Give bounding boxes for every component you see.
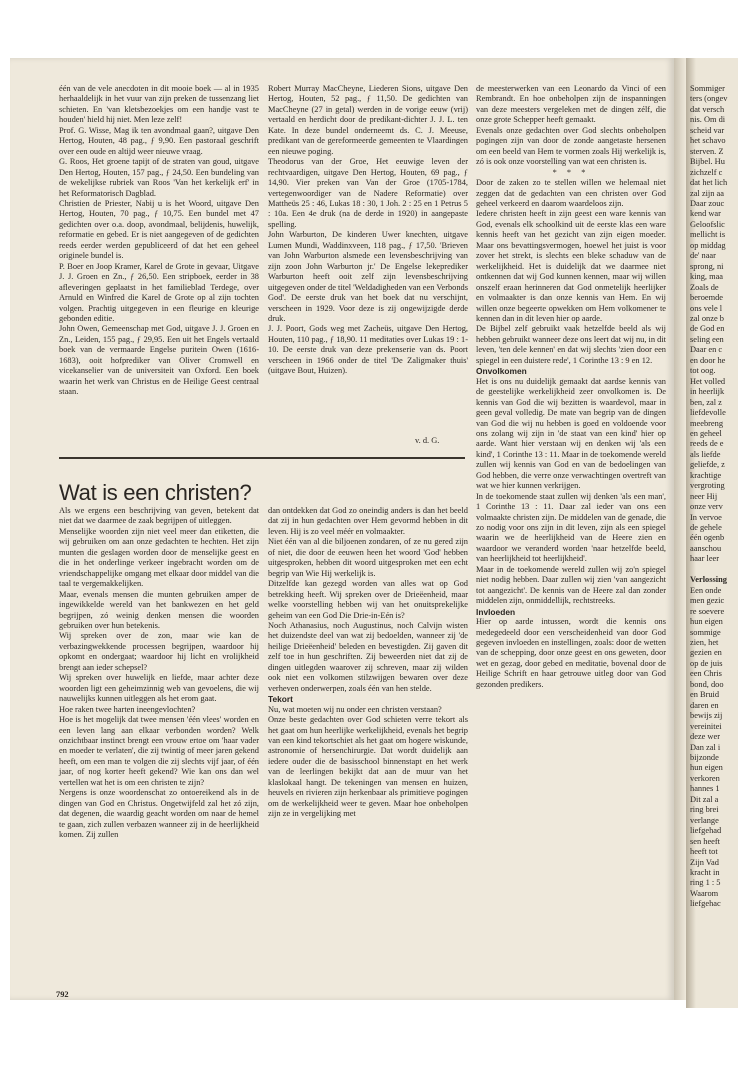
next-page-line: heeft tot xyxy=(690,847,718,857)
next-page-line: reeds de e xyxy=(690,439,724,449)
next-page-line: dat het lich xyxy=(690,178,728,188)
next-page-line: Geloofslic xyxy=(690,219,725,229)
magazine-page xyxy=(10,58,674,1000)
section-break-stars: * * * xyxy=(552,167,590,177)
review-paragraph: Robert Murray MacCheyne, Liederen Sions, uitgave Den Hertog, Houten, 52 pag., ƒ 11,50. De gedichten van MacCheyne (27 in getal) werden in de vorige eeuw (vrij) vertaald en herdicht door de predikant-dichter J. J. L. ten Kate. In deze bundel onderneemt ds. C. J. Meeuse, predikant van de gereformeerde gemeenten te Vlaardingen een nieuwe poging. xyxy=(268,84,468,156)
next-page-line: Waarom xyxy=(690,888,719,898)
next-page-line: bijzonde xyxy=(690,753,719,762)
article-paragraph: Hoe is het mogelijk dat twee mensen 'één vlees' worden en een leven lang aan elkaar verbonden worden? Welk onzichtbaar instinct brengt een vrouw ertoe om 'haar vader en moeder te verlaten', die zij twintig of meer jaren gekend heeft, om een man te volgen die zij slechts vijf jaar, of één jaar, of nog korter heeft gekend? Wie kan ons dan wel vertellen wat het is om een christen te zijn? xyxy=(59,715,259,787)
article-paragraph: de meesterwerken van een Leonardo da Vinci of een Rembrandt. En hoe onbeholpen zijn de inspanningen van deze meesters vergeleken met de dingen zélf, die onze grote Schepper heeft gemaakt. xyxy=(476,84,666,125)
next-page-line: op de juis xyxy=(690,658,723,668)
article-paragraph: Maar, evenals mensen die munten gebruiken amper de ingewikkelde wereld van het bankwezen en het geld begrijpen, zó weinig denken mensen die woorden gebruiken over hun betekenis. xyxy=(59,589,259,630)
next-page-line: liefdevolle xyxy=(690,408,726,418)
next-page-line: bewijs zij xyxy=(690,711,723,721)
next-page-line: king, maa xyxy=(690,272,724,282)
article-paragraph: Menselijke woorden zijn niet veel meer dan etiketten, die wij gebruiken om aan onze gedachten te hechten. Het zijn munten die geslagen worden door de menselijke geest en die in het onderlinge verkeer ingebracht worden om de vriendschappelijke omgang met elkaar door middel van die taal te vergemakkelijken. xyxy=(59,526,259,589)
next-page-line: hun eigen xyxy=(690,617,723,627)
next-page-line: Dan zal i xyxy=(690,742,721,752)
next-page-line: geliefde, z xyxy=(690,460,725,470)
article-paragraph: Noch Athanasius, noch Augustinus, noch Calvijn wisten het duizendste deel van wat zij bedoelden, wanneer zij 'de heilige Drieëenheid' beleden en bevestigden. Zij gaven dit zelf toe in hun geschriften. Zij beweerden niet dat zij de dingen uitlegden waarover zij schreven, maar zij wilden ook niet een volkomen stilzwijgen bewaren over deze verheven onderwerpen, zoals één van hen stelde. xyxy=(268,620,468,693)
next-page-line: een Chris xyxy=(690,669,722,679)
article-paragraph: De Bijbel zelf gebruikt vaak hetzelfde beeld als wij hebben gebruikt wanneer deze ons leert dat wij nu, in dit leven, 'ten dele kennen' en dat wij slechts 'zien door een spiegel in een duistere rede', 1 Corinthe 13 : 9 en 12. xyxy=(476,324,667,365)
next-page-line: beroemde xyxy=(690,293,724,303)
next-page-line: Zoals de xyxy=(690,282,719,292)
next-page-line: Daar en c xyxy=(690,345,723,355)
next-page-line: neer Hij xyxy=(690,491,718,501)
next-page-line: ring brei xyxy=(690,805,719,815)
next-page-line: haar leer xyxy=(690,554,720,564)
next-page-line: één ogenb xyxy=(690,533,725,543)
next-page-line: de' naar xyxy=(690,251,716,261)
next-page-line: Het volled xyxy=(690,376,726,386)
next-page-line: hannes 1 xyxy=(690,784,720,794)
subheading-invloeden: Invloeden xyxy=(476,606,516,617)
article-paragraph: Ditzelfde kan gezegd worden van alles wat op God betrekking heeft. Wij spreken over de Drieëenheid, maar welke voorstelling hebben wij van het onuitsprekelijke geheim van een God Die Drie-in-Eén is? xyxy=(268,579,468,620)
next-page-line: ons vele l xyxy=(690,303,723,313)
next-page-line: Daar zouc xyxy=(690,198,725,208)
next-page-line: sprong, ni xyxy=(690,261,724,271)
next-page-line: Een onde xyxy=(690,585,722,595)
review-paragraph: Theodorus van der Groe, Het eeuwige leven der rechtvaardigen, uitgave Den Hertog, Houten, 69 pag., ƒ 14,90. Vier preken van Van der Groe (1705-1784, vertegenwoordiger van de Nadere Reformatie) over Mattheüs 25 : 46, Lukas 18 : 30, 1 Joh. 2 : 25 en 1 Petrus 5 : 10a. Een 4e druk (na de derde in 1920) in aangepaste spelling. xyxy=(268,157,468,229)
review-paragraph: één van de vele anecdoten in dit mooie boek — al in 1935 herhaaldelijk in het vuur van zijn preken de tussenzang liet schieten. En 'van kletsbezoekjes om een handje vast te houden' hield hij niet. Men leze zelf! xyxy=(59,84,259,125)
next-page-line: vergroting xyxy=(690,481,725,491)
next-page-line: bond, doo xyxy=(690,679,724,689)
next-page-line: zichzelf c xyxy=(690,167,723,177)
next-page-line: zal onze b xyxy=(690,313,724,323)
article-title: Wat is een christen? xyxy=(59,480,252,505)
next-page-partial xyxy=(686,58,738,1008)
next-page-line: sommige xyxy=(690,627,721,637)
review-paragraph: Prof. G. Wisse, Mag ik ten avondmaal gaan?, uitgave Den Hertog, Houten, 48 pag., ƒ 9,90. Een pastoraal geschrift over een oude en altijd weer nieuwe vraag. xyxy=(59,125,259,156)
article-paragraph: Door de zaken zo te stellen willen we helemaal niet zeggen dat de gedachten van een christen over God geheel verkeerd en daarom waardeloos zijn. xyxy=(476,178,666,208)
next-page-line: krachtige xyxy=(690,470,722,480)
next-page-line: Verlossing xyxy=(690,575,727,585)
review-paragraph: J. J. Poort, Gods weg met Zacheüs, uitgave Den Hertog, Houten, 110 pag., ƒ 18,90. 11 meditaties over Lukas 19 : 1-10. De eerste druk van deze prekenserie van ds. Poort verscheen in 1966 onder de titel 'De Zaligmaker thuis' (uitgave Bout, Huizen). xyxy=(268,324,468,376)
next-page-line: de gehele xyxy=(690,523,722,533)
next-page-line: dat versch xyxy=(690,104,725,114)
next-page-line: gezien en xyxy=(690,648,722,658)
next-page-line: op middag xyxy=(690,240,726,250)
article-paragraph: Onze beste gedachten over God schieten verre tekort als het gaat om hun heerlijke werkelijkheid, evenals het begrip van een kind tekortschiet als het gaat om hogere wiskunde, astronomie of hersenchirurgie. Dat wordt duidelijk aan iedere ouder die de basisschool binnenstapt en het werk van de leerlingen bekijkt dat aan de muur van het klaslokaal hangt. De tekeningen van mensen en huizen, heuvels en rivieren zijn herkenbaar als primitieve pogingen om de werkelijkheid weer te geven. Maar hoe onbeholpen zijn ze in vergelijking met xyxy=(268,715,468,819)
next-page-line: men gezic xyxy=(690,596,725,606)
book-reviews-column-1 xyxy=(59,84,259,398)
next-page-line: het schavo xyxy=(690,136,726,146)
next-page-line: en geheel xyxy=(690,428,722,438)
subheading-onvolkomen: Onvolkomen xyxy=(476,366,527,377)
next-page-line: liefgehac xyxy=(690,899,721,909)
next-page-line: sterven. Z xyxy=(690,146,724,156)
next-page-line: kracht in xyxy=(690,867,720,877)
article-paragraph: Hoe raken twee harten ineengevlochten? xyxy=(59,704,196,714)
page-edge xyxy=(674,58,686,1000)
next-page-line: onze verv xyxy=(690,502,723,512)
article-paragraph: Wij spreken over de zon, maar wie kan de verbazingwekkende processen begrijpen, waardoor hij opkomt en ondergaat; waardoor hij licht en vrolijkheid brengt aan ieder schepsel? xyxy=(59,631,259,672)
next-page-line: meebreng xyxy=(690,418,724,428)
review-paragraph: G. Roos, Het groene tapijt of de straten van goud, uitgave Den Hertog, Houten, 157 pag., ƒ 24,50. Een bundeling van de wekelijkse rubriek van Roos 'Van het kerkelijk erf' in het Reformatorisch Dagblad. xyxy=(59,157,259,198)
article-column-1 xyxy=(59,506,259,841)
book-reviews-column-2 xyxy=(268,84,468,377)
next-page-line: Dit zal a xyxy=(690,794,719,804)
next-page-line: Zijn Vad xyxy=(690,857,719,867)
article-column-2 xyxy=(268,506,468,820)
next-page-line: als liefde xyxy=(690,449,721,459)
review-paragraph: P. Boer en Joop Kramer, Karel de Grote in gevaar, Uitgave J. J. Groen en Zn., ƒ 26,50. Een stripboek, eerder in 38 afleveringen geplaatst in het familieblad Terdege, over Arnuld en Winfred die Karel de Grote op al zijn tochten volgen. Prachtig uitgegeven in een fleurige en kleurige gebonden editie. xyxy=(59,261,259,323)
article-paragraph: dan ontdekken dat God zo oneindig anders is dan het beeld dat zij in hun gedachten over Hem gevormd hebben in dit leven. Hij is zo veel méér en volmaakter. xyxy=(268,506,468,536)
next-page-line: sen heeft xyxy=(690,836,720,846)
next-page-line: ben, zal z xyxy=(690,397,722,407)
next-page-line: re soevere xyxy=(690,606,725,616)
next-page-line: daren en xyxy=(690,700,719,710)
next-page-column xyxy=(690,84,738,910)
page-number: 792 xyxy=(56,990,69,999)
article-paragraph: Maar in de toekomende wereld zullen wij zo'n spiegel niet nodig hebben. Daar zullen wij zien 'van aangezicht tot aangezicht'. De kennis van de Heere zal dan zonder middelen zijn, onmiddellijk, rechtstreeks. xyxy=(476,564,666,606)
next-page-line: nis. Om di xyxy=(690,115,726,125)
next-page-line: seling een xyxy=(690,334,724,344)
article-column-3 xyxy=(476,84,666,690)
review-paragraph: John Warburton, De kinderen Uwer knechten, uitgave Lumen Mundi, Waddinxveen, 118 pag., ƒ 17,50. 'Brieven van John Warburton alsmede een levensbeschrijving van zijn zoon John Warburton jr.' De Engelse lekeprediker Warburton heeft ooit zelf zijn levensbeschrijving uitgegeven onder de titel 'Weldadigheden van een Verbonds God'. De eerste druk van het boek dat nu verschijnt, verscheen in 1929. Voor deze is zij ongewijzigde derde druk. xyxy=(268,230,468,323)
next-page-line: aanschou xyxy=(690,543,722,553)
next-page-line: hun eigen xyxy=(690,763,723,773)
next-page-line: in heerlijk xyxy=(690,387,725,397)
next-page-line: verkoren xyxy=(690,773,720,783)
article-paragraph: Nu, wat moeten wij nu onder een christen verstaan? xyxy=(268,704,442,714)
subheading-tekort: Tekort xyxy=(268,694,293,705)
next-page-line: vereinitei xyxy=(690,721,722,731)
article-paragraph: Evenals onze gedachten over God slechts onbeholpen pogingen zijn van door de zonde aangetaste hersenen om een beeld van Hem te vormen zoals Hij werkelijk is, zó is ook onze voorstelling van wat een christen is. xyxy=(476,125,666,167)
next-page-line: liefgehad xyxy=(690,826,722,836)
next-page-line: zien, het xyxy=(690,638,719,648)
article-paragraph: Wij spreken over huwelijk en liefde, maar achter deze woorden ligt een geheimzinnig web van gevoelens, die wij nauwelijks kunnen uitleggen als het erom gaat. xyxy=(59,673,259,704)
next-page-line: Bijbel. Hu xyxy=(690,157,725,167)
review-paragraph: John Owen, Gemeenschap met God, uitgave J. J. Groen en Zn., Leiden, 155 pag., ƒ 29,95. Een uit het Engels vertaald boek van de vermaarde Engelse puritein Owen (1616-1683), ooit hofprediker van Oliver Cromwell en vicekanselier van de universiteit van Oxford. Een boek waarin het werk van Christus en de Heilige Geest centraal staan. xyxy=(59,324,259,397)
next-page-line: mellicht is xyxy=(690,230,726,240)
next-page-line: verlange xyxy=(690,815,719,825)
next-page-line: en Bruid xyxy=(690,690,720,700)
section-divider xyxy=(59,457,465,459)
article-paragraph: Het is ons nu duidelijk gemaakt dat aardse kennis van de geestelijke werkelijkheid zeer onvolkomen is. De kennis van God die wij bezitten is waardevol, maar in geen geval volledig. De mate van begrip van de dingen van God die wij nu hebben is goed en voldoende voor ons zolang wij zijn in 'de staat van een kind' hier op aarde. Want hier verstaan wij en denken wij 'als een kind', 1 Corinthe 13 : 11. Maar in de toekomende wereld zullen wij kennis van God en van de bedoelingen van God hebben, die verre onze verwachtingen overtreft van wat we hier kunnen verkrijgen. xyxy=(476,376,666,491)
next-page-line xyxy=(690,565,738,575)
review-paragraph: Christien de Priester, Nabij u is het Woord, uitgave Den Hertog, Houten, 70 pag., ƒ 10,75. Een bundel met 47 gedichten over o.a. doop, avondmaal, belijdenis, huwelijk, reformatie en gebed. Er is niet aangegeven of de gedichten reeds eerder werden gepubliceerd of dat het een geheel originele bundel is. xyxy=(59,198,259,261)
next-page-line: scheid var xyxy=(690,125,725,135)
next-page-line: kend war xyxy=(690,209,721,219)
next-page-line: Sommiger xyxy=(690,84,725,93)
next-page-line: tot oog. xyxy=(690,366,716,376)
next-page-line: en door he xyxy=(690,355,726,365)
article-paragraph: Als we ergens een beschrijving van geven, betekent dat niet dat we daarmee de zaak begrijpen of uitleggen. xyxy=(59,506,259,526)
article-paragraph: Iedere christen heeft in zijn geest een ware kennis van God, evenals elk schoolkind uit de eerste klas een ware kennis heeft van het gezicht van zijn eigen moeder. Maar ons bevattingsvermogen, hoewel het juist is voor zover het strekt, is slechts een bleke schaduw van de werkelijkheid. Het is duidelijk dat we daarmee niet ontkennen dat wij God kunnen kennen, maar wij willen onszelf eraan herinneren dat God onmetelijk heerlijker en volmaakter is dan onze kennis van Hem. En wij willen onze begeerte opwekken om Hem volkomener te kennen dan in dit leven hier op aarde. xyxy=(476,209,666,323)
next-page-line: deze wer xyxy=(690,732,720,742)
article-paragraph: Niet één van al die biljoenen zondaren, of ze nu gered zijn of niet, die door de eeuwen heen het woord 'God' hebben uitgesproken, hebben dit woord uitgesproken met een echt begrip van Wie Hij werkelijk is. xyxy=(268,537,468,578)
next-page-line: ters (ongev xyxy=(690,94,728,104)
article-paragraph: In de toekomende staat zullen wij denken 'als een man', 1 Corinthe 13 : 11. Daar zal ieder van ons een volmaakte christen zijn. De middelen van de genade, die zo nodig voor ons zijn in dit leven, zijn als een spiegel waarin we de heerlijkheid van de Heere zien en waardoor we veranderd worden 'naar hetzelfde beeld, van heerlijkheid tot heerlijkheid'. xyxy=(476,491,666,564)
article-paragraph: Nergens is onze woordenschat zo ontoereikend als in de dingen van God en Christus. Ongetwijfeld zal het zó zijn, dat degenen, die waardig geacht worden om naar de hemel te gaan, zich zullen verbazen wanneer zij in de heerlijkheid komen. Zij zullen xyxy=(59,788,259,840)
next-page-line: zal zijn aa xyxy=(690,188,724,198)
next-page-line: In vervoe xyxy=(690,512,722,522)
next-page-line: ring 1 : 5 xyxy=(690,878,721,888)
article-paragraph: Hier op aarde intussen, wordt die kennis ons medegedeeld door een verscheidenheid van door God gegeven invloeden en instellingen, zoals: door de wetten van de schepping, door onze geest en ons geweten, door wet en gezag, door gebed en meditatie, bovenal door de Heilige Schrift en haar getrouwe uitleg door van God gezonden predikers. xyxy=(476,617,666,689)
reviewer-signature: v. d. G. xyxy=(415,436,440,445)
next-page-line: de God en xyxy=(690,324,725,334)
